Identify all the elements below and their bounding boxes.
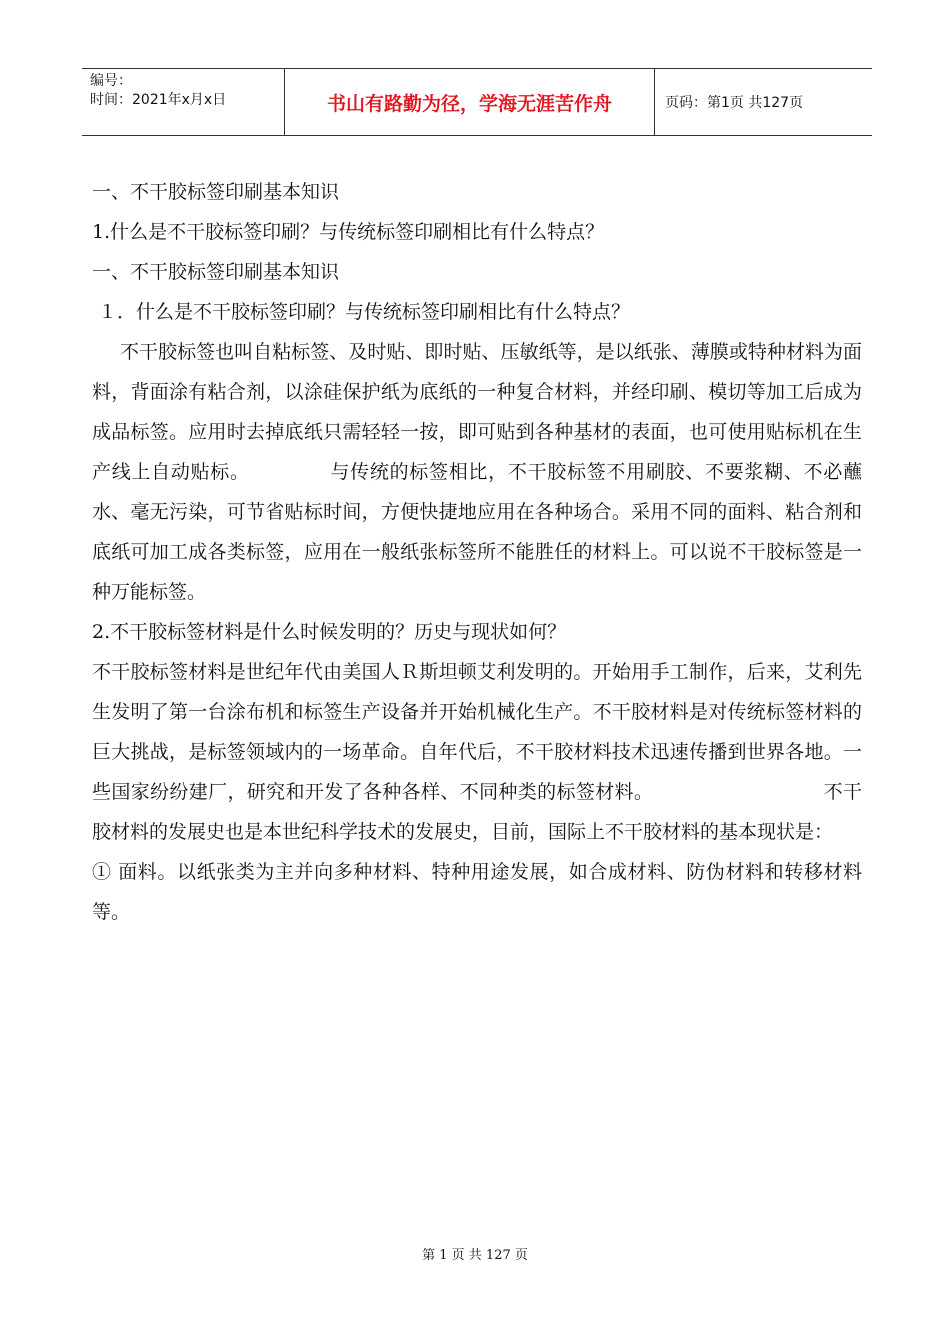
paragraph-1-part-a: 不干胶标签也叫自粘标签、及时贴、即时贴、压敏纸等，是以纸张、薄膜或特种材料为面料，背面涂有粘合剂，以涂硅保护纸为底纸的一种复合材料，并经印刷、模切等加工后成为成品标签。应用时去掉底纸只需轻轻一按，即可贴到各种基材的表面，也可使用贴标机在生产线上自动贴标。 (92, 341, 862, 483)
paragraph-2-part-a: 不干胶标签材料是世纪年代由美国人Ｒ斯坦顿艾利发明的。开始用手工制作，后来，艾利先生发明了第一台涂布机和标签生产设备并开始机械化生产。不干胶材料是对传统标签材料的巨大挑战，是标签领域内的一场革命。自年代后，不干胶材料技术迅速传播到世界各地。一些国家纷纷建厂，研究和开发了各种各样、不同种类的标签材料。 (92, 661, 862, 803)
question-2: 2.不干胶标签材料是什么时候发明的？历史与现状如何？ (92, 621, 567, 643)
header-motto-cell (285, 69, 655, 135)
paragraph-2-part-b: 不干胶材料的发展史也是本世纪科学技术的发展史，目前，国际上不干胶材料的基本现状是： (92, 781, 862, 843)
page-code: 页码：第1页 共127页 (665, 95, 804, 111)
section-heading: 一、不干胶标签印刷基本知识 (92, 181, 340, 203)
number-label: 编号： (90, 73, 132, 89)
page-footer (0, 1244, 950, 1263)
question-1: 1.什么是不干胶标签印刷？与传统标签印刷相比有什么特点？ (92, 221, 605, 243)
footer-page-number: 第 1 页 共 127 页 (422, 1248, 528, 1263)
header-table (82, 68, 872, 136)
list-item-1: ① 面料。以纸张类为主并向多种材料、特种用途发展，如合成材料、防伪材料和转移材料等。 (92, 861, 862, 923)
motto-text: 书山有路勤为径，学海无涯苦作舟 (326, 92, 612, 115)
header-info-cell (82, 69, 285, 135)
section-heading-repeat: 一、不干胶标签印刷基本知识 (92, 261, 340, 283)
paragraph-2 (92, 652, 862, 852)
header-page-cell (655, 69, 872, 135)
time-label: 时间：2021年x月x日 (90, 92, 227, 108)
question-1-repeat: １．什么是不干胶标签印刷？与传统标签印刷相比有什么特点？ (98, 301, 631, 323)
paragraph-1 (92, 332, 862, 612)
document-body (92, 172, 862, 932)
paragraph-1-part-b: 与传统的标签相比，不干胶标签不用刷胶、不要浆糊、不必蘸水、毫无污染，可节省贴标时间，方便快捷地应用在各种场合。采用不同的面料、粘合剂和底纸可加工成各类标签，应用在一般纸张标签所不能胜任的材料上。可以说不干胶标签是一种万能标签。 (92, 461, 862, 603)
